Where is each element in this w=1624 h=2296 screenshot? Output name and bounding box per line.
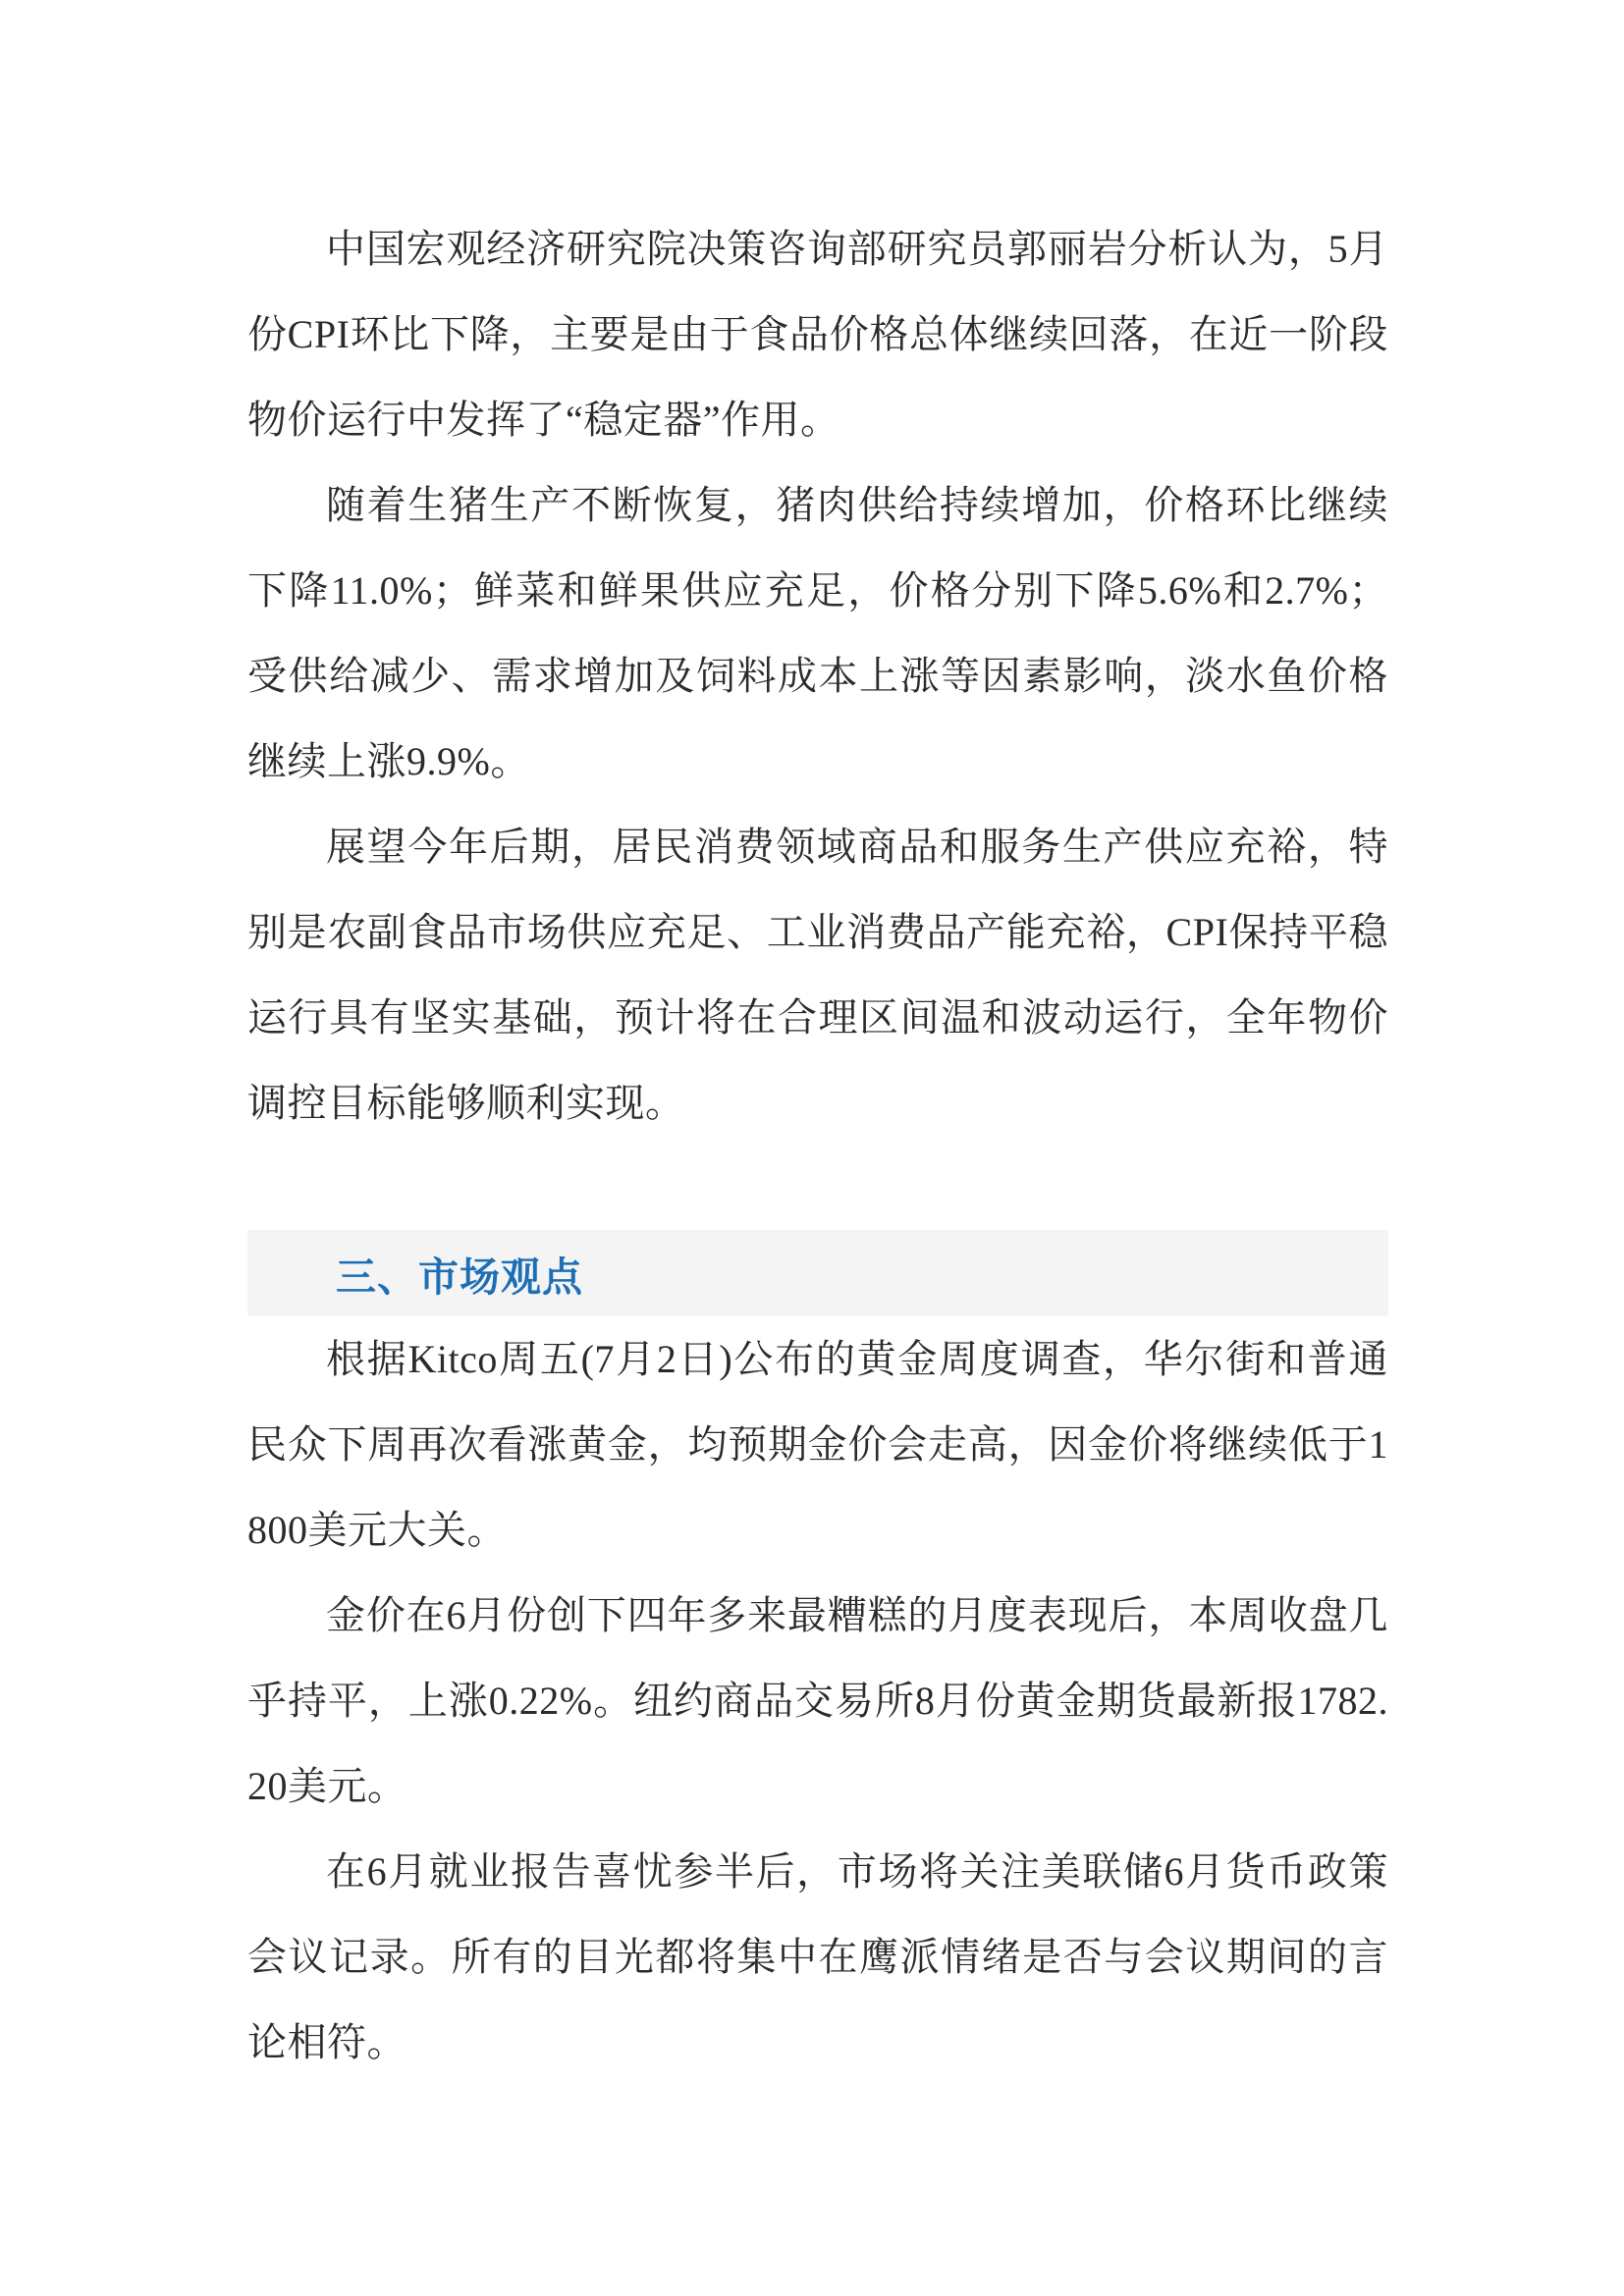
paragraph-food-prices: 随着生猪生产不断恢复，猪肉供给持续增加，价格环比继续下降11.0%；鲜菜和鲜果供应充足，价格分别下降5.6%和2.7%；受供给减少、需求增加及饲料成本上涨等因素影响，淡水鱼价格继续上涨9.9%。	[247, 483, 1388, 783]
paragraph-cpi-analysis: 中国宏观经济研究院决策咨询部研究员郭丽岩分析认为，5月份CPI环比下降，主要是由于食品价格总体继续回落，在近一阶段物价运行中发挥了“稳定器”作用。	[247, 227, 1388, 442]
paragraph-fed-minutes: 在6月就业报告喜忧参半后，市场将关注美联储6月货币政策会议记录。所有的目光都将集中在鹰派情绪是否与会议期间的言论相符。	[247, 1849, 1388, 2064]
section-heading-market-view: 三、市场观点	[247, 1230, 1388, 1316]
document-page	[247, 206, 1388, 2085]
paragraph-kitco-survey: 根据Kitco周五(7月2日)公布的黄金周度调查，华尔街和普通民众下周再次看涨黄金，均预期金价会走高，因金价将继续低于1800美元大关。	[247, 1337, 1388, 1552]
paragraph-gold-price: 金价在6月份创下四年多来最糟糕的月度表现后，本周收盘几乎持平，上涨0.22%。纽约商品交易所8月份黄金期货最新报1782.20美元。	[247, 1593, 1388, 1808]
paragraph-outlook: 展望今年后期，居民消费领域商品和服务生产供应充裕，特别是农副食品市场供应充足、工业消费品产能充裕，CPI保持平稳运行具有坚实基础，预计将在合理区间温和波动运行，全年物价调控目标能够顺利实现。	[247, 825, 1388, 1125]
